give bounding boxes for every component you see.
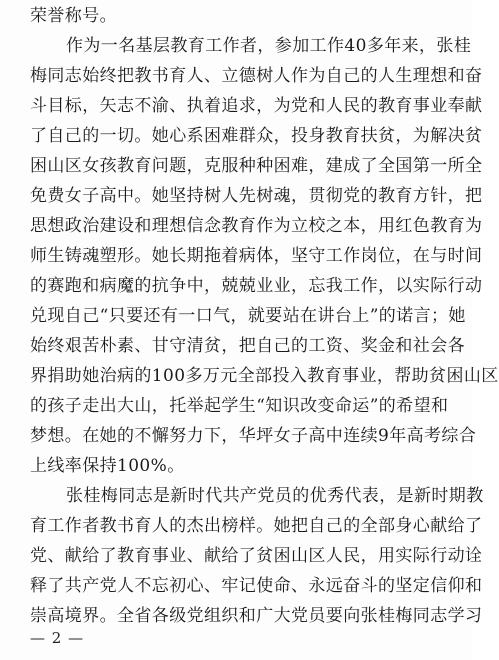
- text-line: 斗目标，矢志不渝、执着追求，为党和人民的教育事业奉献: [30, 96, 483, 116]
- text-line: 思想政治建设和理想信念教育作为立校之本，用红色教育为: [30, 216, 483, 236]
- paragraph-start: 作为一名基层教育工作者，参加工作40多年来，张桂: [66, 36, 472, 56]
- text-line: 的孩子走出大山，托举起学生“知识改变命运”的希望和: [30, 396, 449, 416]
- text-line: 党、献给了教育事业、献给了贫困山区人民，用实际行动诠: [30, 546, 483, 566]
- text-line: 梦想。在她的不懈努力下，华坪女子高中连续9年高考综合: [30, 426, 477, 446]
- text-line: 界捐助她治病的100多万元全部投入教育事业，帮助贫困山区: [30, 366, 499, 386]
- text-line: 免费女子高中。她坚持树人先树魂，贯彻党的教育方针，把: [30, 186, 483, 206]
- text-line: 了自己的一切。她心系困难群众，投身教育扶贫，为解决贫: [30, 126, 483, 146]
- text-line: 释了共产党人不忘初心、牢记使命、永远奋斗的坚定信仰和: [30, 576, 483, 596]
- text-line: 困山区女孩教育问题，克服种种困难，建成了全国第一所全: [30, 156, 483, 176]
- text-line: 荣誉称号。: [30, 6, 117, 26]
- paragraph-start: 张桂梅同志是新时代共产党员的优秀代表，是新时期教: [66, 486, 484, 506]
- text-line: 崇高境界。全省各级党组织和广大党员要向张桂梅同志学习: [30, 606, 483, 626]
- text-line: 兑现自己“只要还有一口气，就要站在讲台上”的诺言；她: [30, 306, 466, 326]
- text-line: 的赛跑和病魔的抗争中，兢兢业业，忘我工作，以实际行动: [30, 276, 483, 296]
- text-line: 师生铸魂塑形。她长期拖着病体，坚守工作岗位，在与时间: [30, 246, 483, 266]
- text-line: 始终艰苦朴素、甘守清贫，把自己的工资、奖金和社会各: [30, 336, 465, 356]
- text-line: 育工作者教书育人的杰出榜样。她把自己的全部身心献给了: [30, 516, 483, 536]
- page-number: — 2 —: [30, 629, 85, 647]
- text-line: 上线率保持100%。: [30, 456, 185, 476]
- text-line: 梅同志始终把教书育人、立德树人作为自己的人生理想和奋: [30, 66, 483, 86]
